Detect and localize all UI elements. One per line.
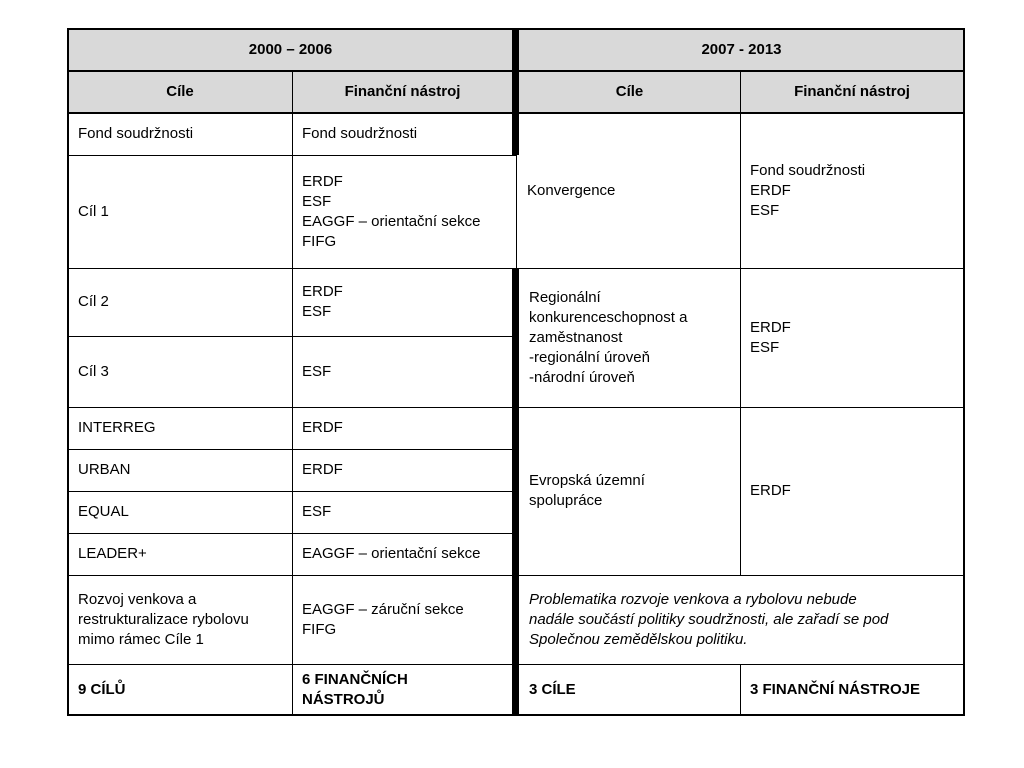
col-header-instrument-left: Finanční nástroj: [292, 70, 513, 113]
instrument-line: ERDF: [302, 172, 343, 190]
instrument-line: Fond soudržnosti: [750, 161, 866, 179]
instrument-line: ESF: [302, 303, 332, 320]
col-header-goals-right: Cíle: [519, 70, 740, 113]
left-instrument-goal-1: [292, 155, 517, 268]
total-line: NÁSTROJŮ: [302, 690, 385, 708]
left-goal-equal: EQUAL: [78, 503, 129, 520]
instrument-line: ESF: [302, 192, 332, 210]
left-instrument-equal: ESF: [302, 503, 332, 520]
instrument-line: FIFG: [302, 232, 337, 250]
left-instrument-urban: ERDF: [302, 461, 343, 478]
column-separator: [740, 664, 741, 715]
instrument-line: ERDF: [750, 482, 791, 499]
column-separator: [740, 70, 741, 575]
goal-line: -regionální úroveň: [529, 348, 650, 366]
col-header-goals-left: Cíle: [68, 70, 292, 113]
instrument-line: EAGGF – orientační sekce: [302, 212, 481, 230]
total-instruments-right: 3 FINANČNÍ NÁSTROJE: [750, 680, 921, 698]
row-separator: [68, 664, 964, 665]
column-separator: [292, 70, 293, 715]
goal-line: zaměstnanost: [529, 328, 623, 346]
period-divider: [512, 28, 519, 155]
period-divider: [512, 268, 519, 716]
right-goal-territorial-cooperation: [519, 407, 740, 575]
row-separator: [68, 336, 513, 337]
goal-line: spolupráce: [529, 492, 603, 509]
right-instrument-convergence: [740, 113, 964, 268]
row-separator: [68, 268, 964, 269]
table-border: [67, 28, 69, 716]
row-separator: [68, 533, 513, 534]
left-instrument-rural-development: [292, 575, 513, 664]
total-goals-right: 3 CÍLE: [529, 680, 576, 698]
goal-line: -národní úroveň: [529, 368, 635, 386]
period-header-right: 2007 - 2013: [519, 29, 964, 70]
goal-line: Konvergence: [527, 181, 616, 199]
note-line: Společnou zemědělskou politiku.: [529, 630, 748, 648]
total-goals-left: 9 CÍLŮ: [78, 680, 126, 698]
right-note-rural-policy: [519, 575, 964, 664]
period-header-left: 2000 – 2006: [68, 29, 513, 70]
right-goal-convergence: [517, 113, 740, 268]
total-instruments-left: [292, 664, 513, 715]
left-instrument-goal-3: ESF: [302, 362, 332, 380]
total-line: 6 FINANČNÍCH: [302, 670, 408, 688]
goal-line: Evropská územní: [529, 472, 645, 489]
left-instrument-leader: EAGGF – orientační sekce: [302, 545, 481, 562]
row-separator: [68, 449, 513, 450]
instrument-line: ERDF: [750, 181, 791, 199]
instrument-line: ERDF: [750, 318, 791, 336]
row-separator: [68, 575, 964, 576]
row-separator: [68, 407, 964, 408]
note-line: Problematika rozvoje venkova a rybolovu nebude: [529, 590, 857, 608]
goal-line: konkurenceschopnost a: [529, 308, 688, 326]
left-goal-2: Cíl 2: [78, 293, 109, 310]
instrument-line: EAGGF – záruční sekce: [302, 600, 464, 618]
goal-line: Rozvoj venkova a: [78, 590, 197, 608]
table-border: [963, 28, 965, 716]
left-goal-urban: URBAN: [78, 461, 131, 478]
left-goal-1: Cíl 1: [78, 202, 109, 220]
instrument-line: ERDF: [302, 283, 343, 300]
right-instrument-territorial-cooperation: [740, 407, 964, 575]
instrument-line: FIFG: [302, 620, 337, 638]
row-separator: [68, 155, 517, 156]
left-goal-leader: LEADER+: [78, 545, 147, 562]
row-separator: [68, 491, 513, 492]
left-goal-3: Cíl 3: [78, 362, 109, 380]
instrument-line: ESF: [750, 201, 780, 219]
right-goal-competitiveness: [519, 268, 740, 407]
left-instrument-goal-2: [292, 268, 513, 336]
row-separator: [68, 112, 964, 114]
instrument-line: ESF: [750, 338, 780, 356]
note-line: nadále součástí politiky soudržnosti, ale zařadí se pod: [529, 610, 889, 628]
col-header-instrument-right: Finanční nástroj: [740, 70, 964, 113]
left-goal-cohesion-fund: Fond soudržnosti: [78, 125, 194, 142]
goal-line: restrukturalizace rybolovu: [78, 610, 249, 628]
goal-line: mimo rámec Cíle 1: [78, 630, 204, 648]
row-separator: [68, 70, 964, 72]
period-divider: [516, 155, 517, 268]
left-instrument-cohesion-fund: Fond soudržnosti: [302, 125, 418, 142]
left-instrument-interreg: ERDF: [302, 419, 343, 436]
goal-line: Regionální: [529, 288, 601, 306]
left-goal-interreg: INTERREG: [78, 419, 156, 436]
left-goal-rural-development: [68, 575, 292, 664]
right-instrument-competitiveness: [740, 268, 964, 407]
